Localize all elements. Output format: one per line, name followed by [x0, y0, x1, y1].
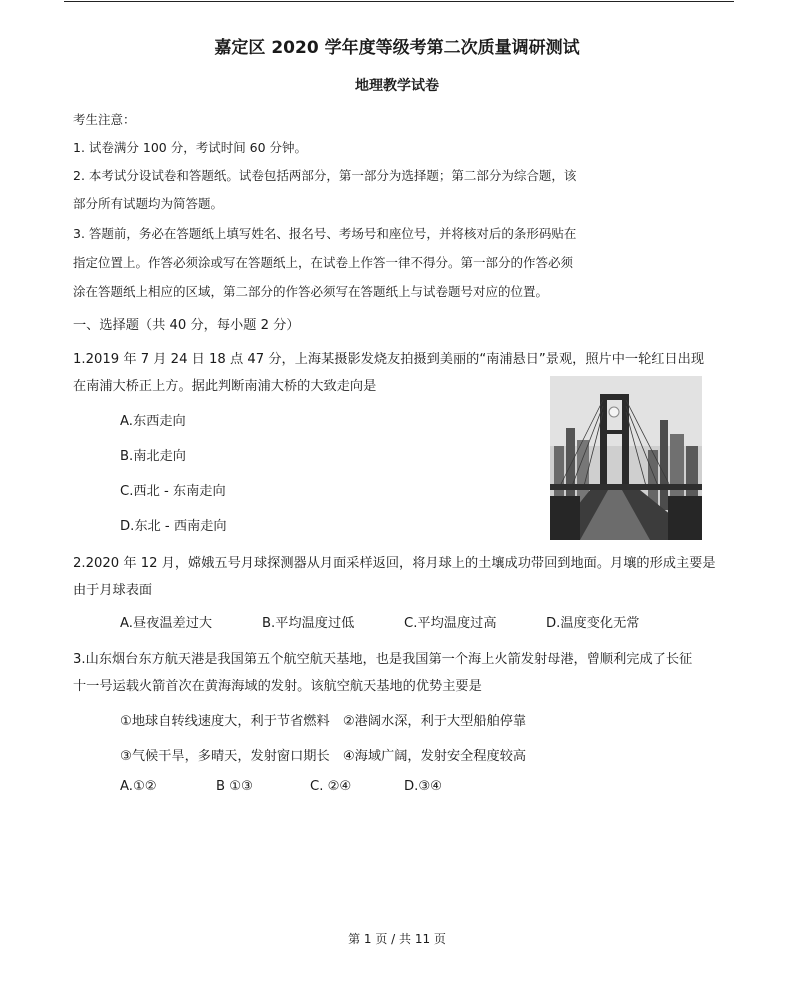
question-1-option-d: D.东北 - 西南走向 [120, 519, 227, 534]
question-1-stem-line-1: 1.2019 年 7 月 24 日 18 点 47 分，上海某摄影发烧友拍摄到美丽的“南浦悬日”景观，照片中一轮红日出现 [73, 352, 705, 367]
notice-line-2: 2. 本考试分设试卷和答题纸。试卷包括两部分，第一部分为选择题；第二部分为综合题，该 [73, 168, 577, 183]
question-2-stem-line-1: 2.2020 年 12 月，嫦娥五号月球探测器从月面采样返回，将月球上的土壤成功带回到地面。月壤的形成主要是 [73, 556, 716, 571]
question-3-stem-line-2: 十一号运载火箭首次在黄海海域的发射。该航空航天基地的优势主要是 [73, 679, 482, 694]
question-2-option-d: D.温度变化无常 [546, 616, 640, 631]
nanpu-bridge-sunset-photo [550, 376, 702, 540]
notice-line-4: 3. 答题前，务必在答题纸上填写姓名、报名号、考场号和座位号，并将核对后的条形码贴在 [73, 226, 577, 241]
question-3-statement-line-1: ①地球自转线速度大，利于节省燃料 ②港阔水深，利于大型船舶停靠 [120, 714, 527, 729]
section-heading: 一、选择题（共 40 分，每小题 2 分） [73, 318, 300, 333]
question-3-stem-line-1: 3.山东烟台东方航天港是我国第五个航空航天基地，也是我国第一个海上火箭发射母港，曾顺利完成了长征 [73, 652, 693, 667]
notice-line-1: 1. 试卷满分 100 分，考试时间 60 分钟。 [73, 140, 308, 155]
question-3-option-d: D.③④ [404, 779, 442, 794]
question-3-option-a: A.①② [120, 779, 157, 794]
page-number: 第 1 页 / 共 11 页 [348, 932, 446, 946]
question-2-option-a: A.昼夜温差过大 [120, 616, 213, 631]
question-1-stem-line-2: 在南浦大桥正上方。据此判断南浦大桥的大致走向是 [73, 379, 377, 394]
notice-heading: 考生注意： [73, 112, 136, 127]
notice-line-6: 涂在答题纸上相应的区域，第二部分的作答必须写在答题纸上与试卷题号对应的位置。 [73, 284, 549, 299]
exam-title: 嘉定区 2020 学年度等级考第二次质量调研测试 [214, 38, 580, 58]
question-1-option-b: B.南北走向 [120, 449, 186, 464]
question-3-option-c: C. ②④ [310, 779, 352, 794]
question-3-option-b: B ①③ [216, 779, 253, 794]
question-1-option-a: A.东西走向 [120, 414, 186, 429]
question-3-statement-line-2: ③气候干旱，多晴天，发射窗口期长 ④海域广阔，发射安全程度较高 [120, 749, 527, 764]
question-1-option-c: C.西北 - 东南走向 [120, 484, 226, 499]
notice-line-3: 部分所有试题均为简答题。 [73, 196, 224, 211]
exam-subtitle: 地理教学试卷 [355, 78, 439, 94]
top-border-line [64, 1, 734, 2]
question-2-stem-line-2: 由于月球表面 [73, 583, 153, 598]
question-2-option-c: C.平均温度过高 [404, 616, 497, 631]
question-2-option-b: B.平均温度过低 [262, 616, 355, 631]
notice-line-5: 指定位置上。作答必须涂或写在答题纸上，在试卷上作答一律不得分。第一部分的作答必须 [73, 255, 574, 270]
